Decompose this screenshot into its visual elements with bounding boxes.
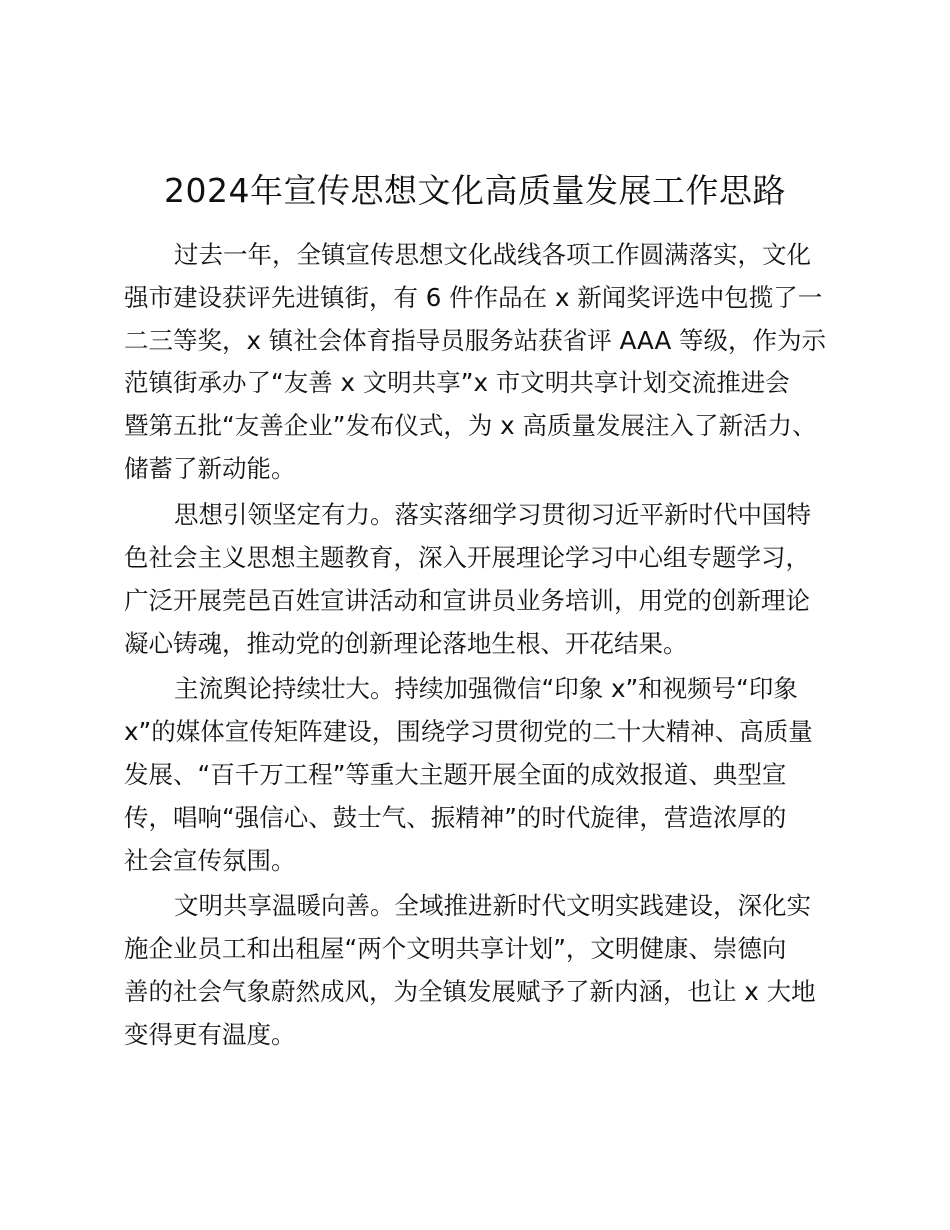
paragraph-1-line-3: 二三等奖，x 镇社会体育指导员服务站获省评 AAA 等级，作为示 (124, 326, 827, 355)
paragraph-3-line-2: x”的媒体宣传矩阵建设，围绕学习贯彻党的二十大精神、高质量 (124, 717, 813, 746)
paragraph-3-line-5: 社会宣传氛围。 (124, 846, 296, 875)
paragraph-2-line-1: 思想引领坚定有力。落实落细学习贯彻习近平新时代中国特 (174, 500, 811, 529)
paragraph-1-line-6: 储蓄了新动能。 (124, 454, 296, 483)
paragraph-3-line-1: 主流舆论持续壮大。持续加强微信“印象 x”和视频号“印象 (174, 674, 798, 703)
paragraph-1-line-5: 暨第五批“友善企业”发布仪式，为 x 高质量发展注入了新活力、 (124, 411, 817, 440)
paragraph-4-line-2: 施企业员工和出租屋“两个文明共享计划”，文明健康、崇德向 (124, 934, 787, 963)
paragraph-1-line-2: 强市建设获评先进镇街，有 6 件作品在 x 新闻奖评选中包揽了一 (124, 283, 823, 312)
paragraph-3-line-3: 发展、“百千万工程”等重大主题开展全面的成效报道、典型宣 (124, 760, 787, 789)
paragraph-2-line-3: 广泛开展莞邑百姓宣讲活动和宣讲员业务培训，用党的创新理论 (124, 586, 810, 615)
paragraph-4-line-1: 文明共享温暖向善。全域推进新时代文明实践建设，深化实 (174, 891, 811, 920)
paragraph-4-line-4: 变得更有温度。 (124, 1020, 296, 1049)
paragraph-2-line-4: 凝心铸魂，推动党的创新理论落地生根、开花结果。 (124, 629, 688, 658)
paragraph-1-line-4: 范镇街承办了“友善 x 文明共享”x 市文明共享计划交流推进会 (124, 368, 790, 397)
paragraph-3-line-4: 传，唱响“强信心、鼓士气、振精神”的时代旋律，营造浓厚的 (124, 803, 787, 832)
document-title: 2024年宣传思想文化高质量发展工作思路 (164, 171, 786, 210)
paragraph-2-line-2: 色社会主义思想主题教育，深入开展理论学习中心组专题学习， (124, 543, 810, 572)
paragraph-4-line-3: 善的社会气象蔚然成风，为全镇发展赋予了新内涵，也让 x 大地 (124, 977, 816, 1006)
paragraph-1-line-1: 过去一年，全镇宣传思想文化战线各项工作圆满落实，文化 (174, 240, 811, 269)
